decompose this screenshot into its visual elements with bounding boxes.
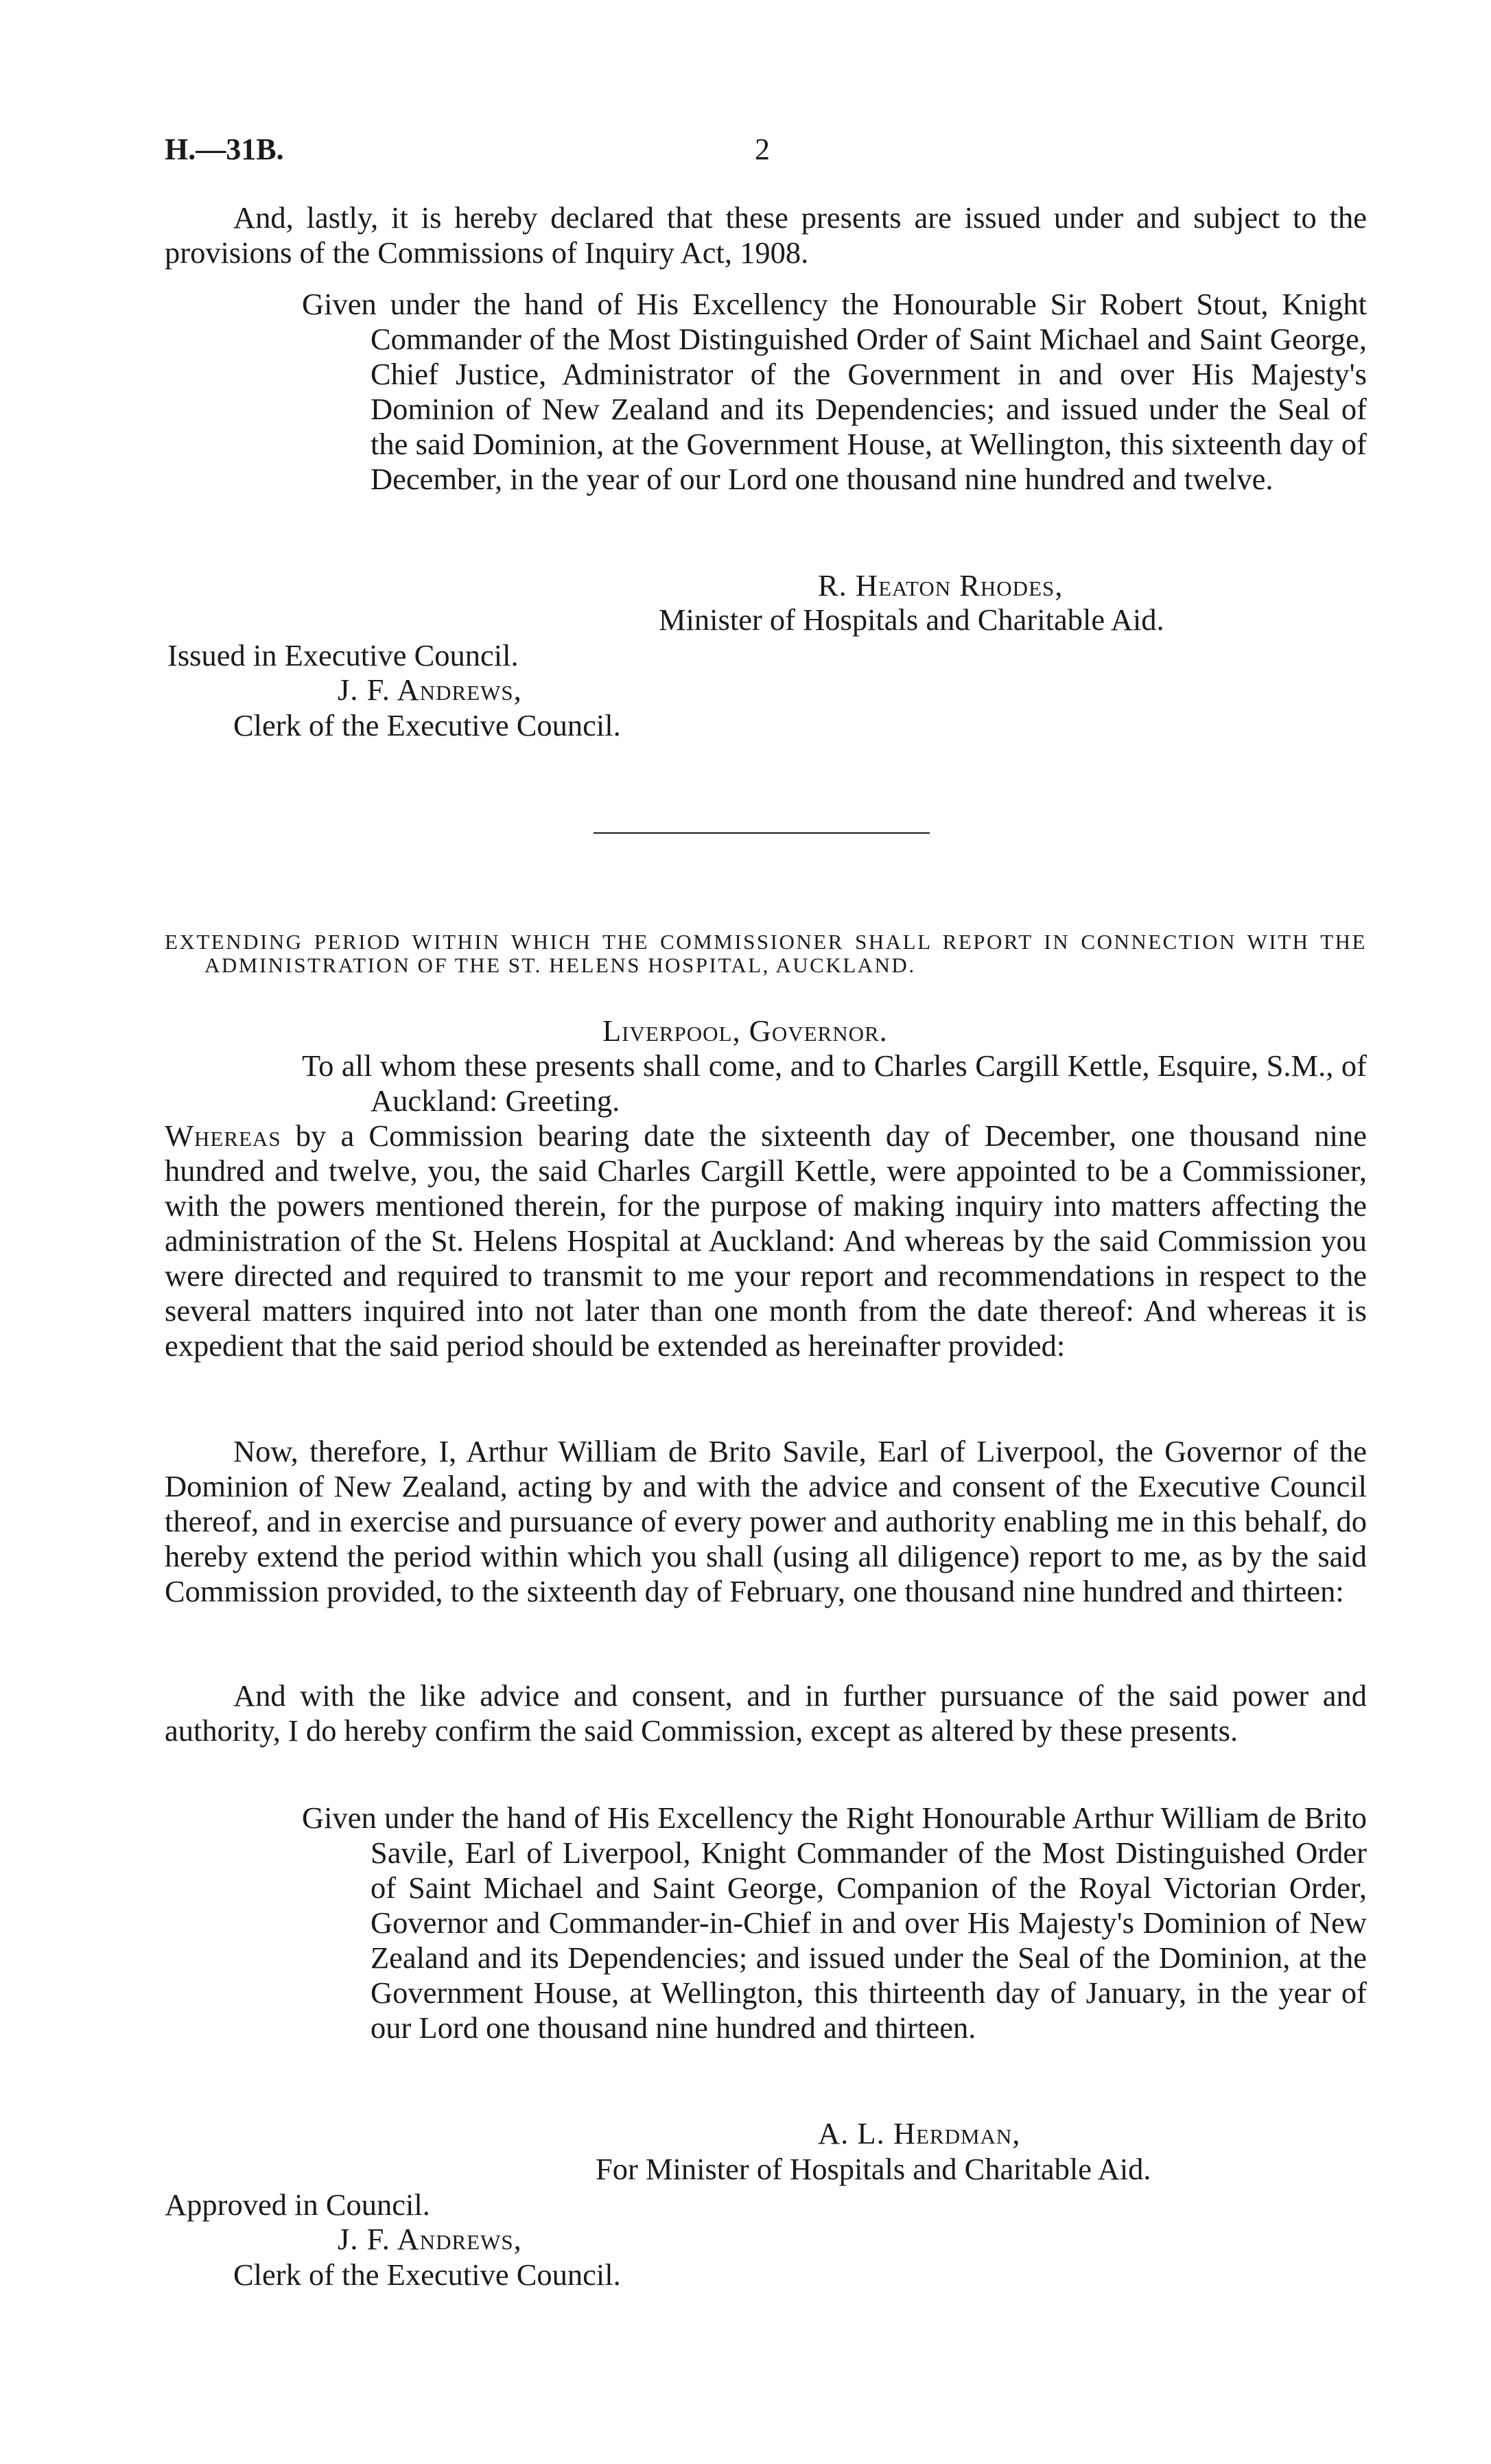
signatory-title-1: Minister of Hospitals and Charitable Aid. (659, 602, 1164, 637)
address-text: To all whom these presents shall come, and to Charles Cargill Kettle, Esquire, S.M., of Auckland: Greeting. (302, 1048, 1367, 1118)
given-under-block-1 (302, 287, 1367, 497)
given-under-text-2: Given under the hand of His Excellency the Right Honourable Arthur William de Brito Savile, Earl of Liverpool, Knight Commander of the Most Distinguished Order of Saint Michael and Saint George, Companion of the Royal Victorian Order, Governor and Commander-in-Chief in and over His Majesty's Dominion of New Zealand and its Dependencies; and issued under the Seal of the Dominion, at the Government House, at Wellington, this thirteenth day of January, in the year of our Lord one thousand nine hundred and thirteen. (302, 1800, 1367, 2045)
clerk-name-1: J. F. Andrews, (338, 672, 522, 707)
whereas-paragraph (165, 1118, 1367, 1363)
clerk-title-1: Clerk of the Executive Council. (233, 708, 621, 742)
lastly-paragraph: And, lastly, it is hereby declared that these presents are issued under and subject to the provisions of the Commissions of Inquiry Act, 1908. (165, 200, 1367, 270)
now-therefore-paragraph: Now, therefore, I, Arthur William de Brito Savile, Earl of Liverpool, the Governor of the Dominion of New Zealand, acting by and with the advice and consent of the Executive Council thereof, and in exercise and pursuance of every power and authority enabling me in this behalf, do hereby extend the period within which you shall (using all diligence) report to me, as by the said Commission provided, to the sixteenth day of February, one thousand nine hundred and thirteen: (165, 1434, 1367, 1608)
section-divider (594, 832, 930, 834)
clerk-name-2: J. F. Andrews, (338, 2222, 522, 2256)
signatory-name-1: R. Heaton Rhodes, (818, 568, 1064, 602)
given-under-block-2 (302, 1800, 1367, 2045)
whereas-body: by a Commission bearing date the sixteenth day of December, one thousand nine hundred and twelve, you, the said Charles Cargill Kettle, were appointed to be a Commissioner, with the powers mentioned therein, for the purpose of making inquiry into matters affecting the administration of the St. Helens Hospital at Auckland: And whereas by the said Commission you were directed and required to transmit to me your report and recommendations in respect to the several matters inquired into not later than one month from the date thereof: And whereas it is expedient that the said period should be extended as hereinafter provided: (165, 1118, 1367, 1363)
section-title (165, 930, 1367, 977)
address-block (302, 1048, 1367, 1118)
clerk-title-2: Clerk of the Executive Council. (233, 2257, 621, 2292)
confirm-paragraph: And with the like advice and consent, and in further pursuance of the said power and authority, I do hereby confirm the said Commission, except as altered by these presents. (165, 1678, 1367, 1748)
signatory-title-2: For Minister of Hospitals and Charitable Aid. (596, 2152, 1151, 2186)
page-number: 2 (755, 132, 770, 166)
signatory-name-2: A. L. Herdman, (818, 2116, 1021, 2150)
given-under-text-1: Given under the hand of His Excellency the Honourable Sir Robert Stout, Knight Commander of the Most Distinguished Order of Saint Michael and Saint George, Chief Justice, Administrator of the Government in and over His Majesty's Dominion of New Zealand and its Dependencies; and issued under the Seal of the said Dominion, at the Government House, at Wellington, this sixteenth day of December, in the year of our Lord one thousand nine hundred and twelve. (302, 287, 1367, 496)
approved-in-council-line: Approved in Council. (165, 2187, 430, 2222)
issued-in-council-line: Issued in Executive Council. (167, 638, 519, 672)
governor-line: Liverpool, Governor. (602, 1013, 888, 1048)
section-title-text: EXTENDING PERIOD WITHIN WHICH THE COMMISSIONER SHALL REPORT IN CONNECTION WITH THE ADMINISTRATION OF THE ST. HELENS HOSPITAL, AUCKLAND. (165, 930, 1367, 977)
document-reference: H.—31B. (165, 132, 284, 166)
whereas-lead: Whereas (165, 1118, 281, 1153)
